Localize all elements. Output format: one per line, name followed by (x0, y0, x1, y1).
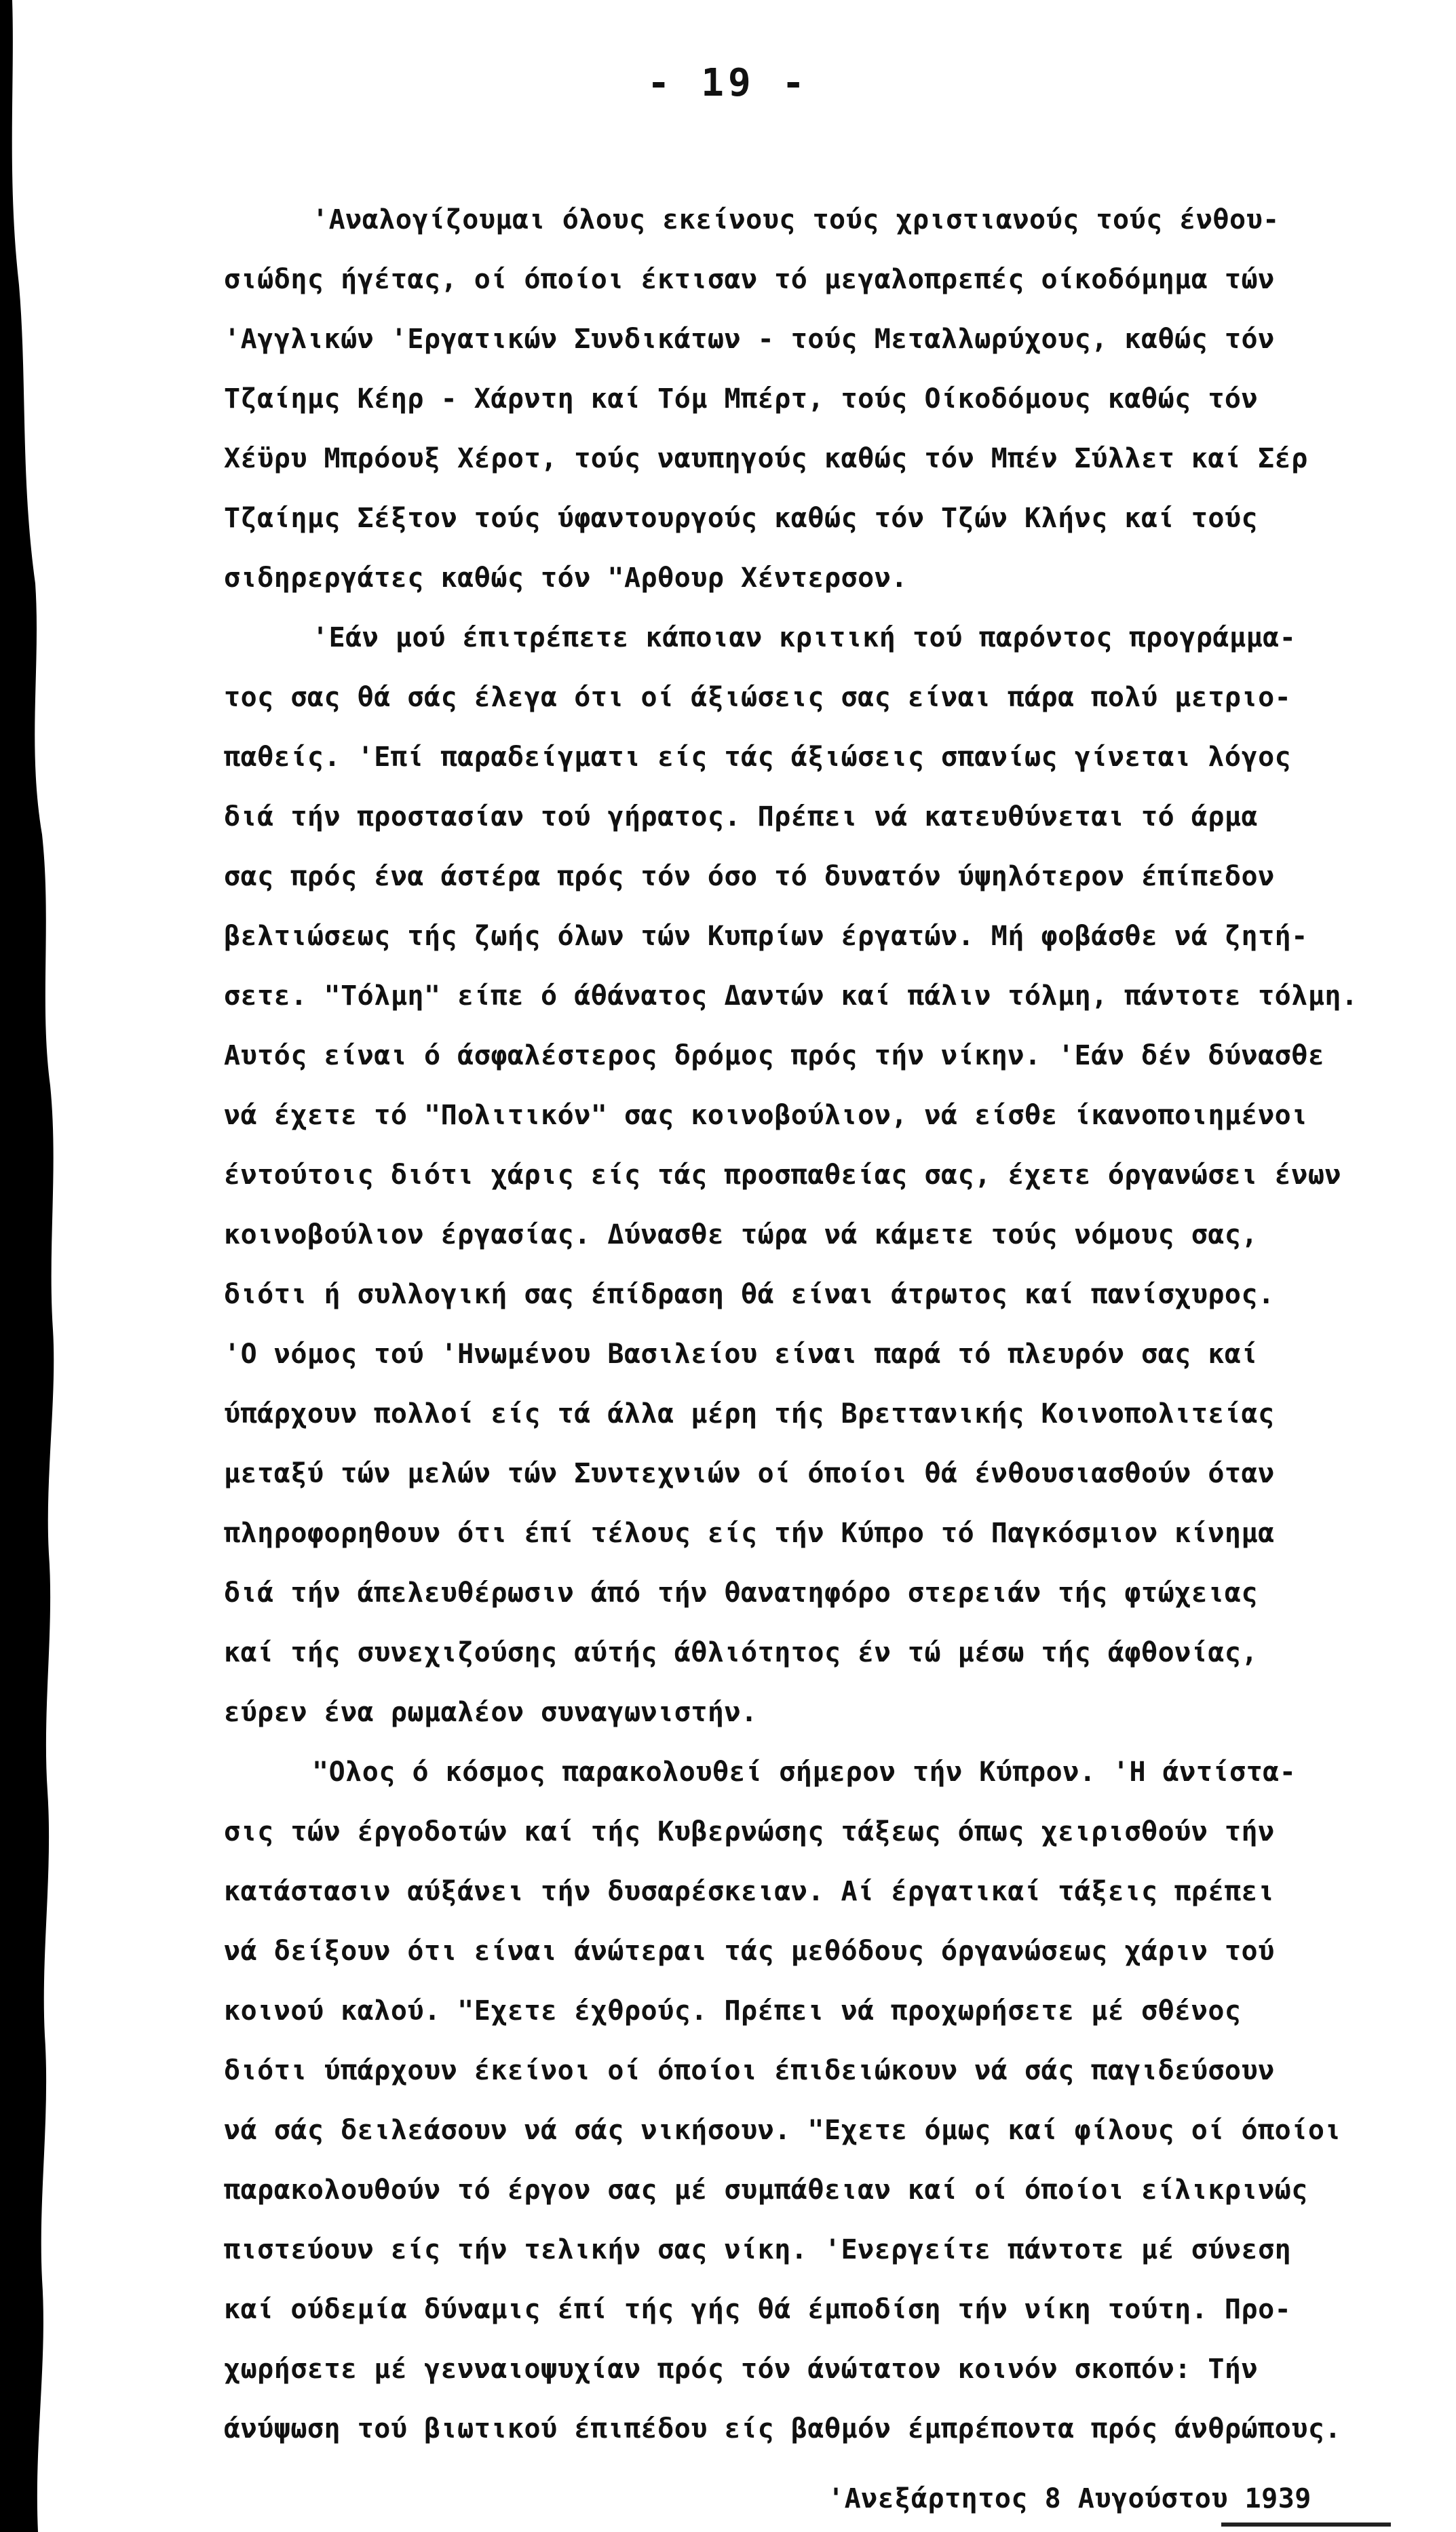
text-line: διότι ύπάρχουν έκείνοι οί όποίοι έπιδειώκουν νά σάς παγιδεύσουν (224, 2055, 1275, 2086)
text-line: κοινού καλού. "Εχετε έχθρούς. Πρέπει νά προχωρήσετε μέ σθένος (224, 1995, 1242, 2027)
document-body (224, 190, 1425, 2459)
text-line: Αυτός είναι ό άσφαλέστερος δρόμος πρός τήν νίκην. 'Εάν δέν δύνασθε (224, 1040, 1325, 1071)
text-line: μεταξύ τών μελών τών Συντεχνιών οί όποίοι θά ένθουσιασθούν όταν (224, 1458, 1275, 1489)
text-line: βελτιώσεως τής ζωής όλων τών Κυπρίων έργατών. Μή φοβάσθε νά ζητή- (224, 921, 1308, 952)
text-line: κατάστασιν αύξάνει τήν δυσαρέσκειαν. Αί έργατικαί τάξεις πρέπει (224, 1876, 1275, 1907)
text-line: τος σας θά σάς έλεγα ότι οί άξιώσεις σας είναι πάρα πολύ μετριο- (224, 682, 1292, 713)
text-line: χωρήσετε μέ γενναιοψυχίαν πρός τόν άνώτατον κοινόν σκοπόν: Τήν (224, 2354, 1259, 2385)
text-line: νά σάς δειλεάσουν νά σάς νικήσουν. "Εχετε όμως καί φίλους οί όποίοι (224, 2115, 1341, 2146)
text-line: σας πρός ένα άστέρα πρός τόν όσο τό δυνατόν ύψηλότερον έπίπεδον (224, 861, 1275, 892)
text-line: Τζαίημς Σέξτον τούς ύφαντουργούς καθώς τόν Τζών Κλήνς καί τούς (224, 503, 1259, 534)
text-line: σετε. "Τόλμη" είπε ό άθάνατος Δαντών καί πάλιν τόλμη, πάντοτε τόλμη. (224, 980, 1358, 1012)
text-line: σιδηρεργάτες καθώς τόν "Αρθουρ Χέντερσον. (224, 562, 908, 594)
text-line: πιστεύουν είς τήν τελικήν σας νίκη. 'Ενεργείτε πάντοτε μέ σύνεση (224, 2234, 1292, 2265)
text-line: διά τήν προστασίαν τού γήρατος. Πρέπει νά κατευθύνεται τό άρμα (224, 801, 1259, 832)
text-line: σιώδης ήγέτας, οί όποίοι έκτισαν τό μεγαλοπρεπές οίκοδόμημα τών (224, 264, 1275, 295)
text-line: 'Αναλογίζουμαι όλους εκείνους τούς χριστιανούς τούς ένθου- (312, 204, 1280, 235)
text-line: πληροφορηθουν ότι έπί τέλους είς τήν Κύπρο τό Παγκόσμιον κίνημα (224, 1518, 1275, 1549)
page-number: - 19 - (647, 61, 809, 105)
text-line: έντούτοις διότι χάρις είς τάς προσπαθείας σας, έχετε όργανώσει ένων (224, 1159, 1341, 1191)
text-line: καί ούδεμία δύναμις έπί τής γής θά έμποδίση τήν νίκη τούτη. Προ- (224, 2294, 1292, 2325)
torn-left-edge (0, 0, 81, 2532)
text-line: διά τήν άπελευθέρωσιν άπό τήν θανατηφόρο στερειάν τής φτώχειας (224, 1577, 1259, 1609)
signature-line: 'Ανεξάρτητος 8 Αυγούστου 1939 (828, 2483, 1311, 2514)
text-line: 'Εάν μού έπιτρέπετε κάποιαν κριτική τού παρόντος προγράμμα- (312, 622, 1297, 653)
text-line: κοινοβούλιον έργασίας. Δύνασθε τώρα νά κάμετε τούς νόμους σας, (224, 1219, 1259, 1250)
text-line: 'Αγγλικών 'Εργατικών Συνδικάτων - τούς Μεταλλωρύχους, καθώς τόν (224, 324, 1275, 355)
text-line: άνύψωση τού βιωτικού έπιπέδου είς βαθμόν έμπρέποντα πρός άνθρώπους. (224, 2413, 1341, 2444)
text-line: Τζαίημς Κέηρ - Χάρντη καί Τόμ Μπέρτ, τούς Οίκοδόμους καθώς τόν (224, 383, 1259, 415)
text-line: παρακολουθούν τό έργον σας μέ συμπάθειαν καί οί όποίοι είλικρινώς (224, 2174, 1308, 2206)
text-line: νά δείξουν ότι είναι άνώτεραι τάς μεθόδους όργανώσεως χάριν τού (224, 1936, 1275, 1967)
text-line: ύπάρχουν πολλοί είς τά άλλα μέρη τής Βρεττανικής Κοινοπολιτείας (224, 1398, 1275, 1430)
text-line: 'Ο νόμος τού 'Ηνωμένου Βασιλείου είναι παρά τό πλευρόν σας καί (224, 1339, 1259, 1370)
cropped-underline (1221, 2523, 1391, 2527)
text-line: νά έχετε τό "Πολιτικόν" σας κοινοβούλιον, νά είσθε ίκανοποιημένοι (224, 1100, 1308, 1131)
text-line: καί τής συνεχιζούσης αύτής άθλιότητος έν τώ μέσω τής άφθονίας, (224, 1637, 1259, 1668)
text-line: Χέϋρυ Μπρόουξ Χέροτ, τούς ναυπηγούς καθώς τόν Μπέν Σύλλετ καί Σέρ (224, 443, 1308, 474)
text-line: εύρεν ένα ρωμαλέον συναγωνιστήν. (224, 1697, 758, 1728)
text-line: "Ολος ό κόσμος παρακολουθεί σήμερον τήν Κύπρον. 'Η άντίστα- (312, 1757, 1297, 1788)
text-line: σις τών έργοδοτών καί τής Κυβερνώσης τάξεως όπως χειρισθούν τήν (224, 1816, 1275, 1847)
text-line: παθείς. 'Επί παραδείγματι είς τάς άξιώσεις σπανίως γίνεται λόγος (224, 742, 1292, 773)
text-line: διότι ή συλλογική σας έπίδραση θά είναι άτρωτος καί πανίσχυρος. (224, 1279, 1275, 1310)
